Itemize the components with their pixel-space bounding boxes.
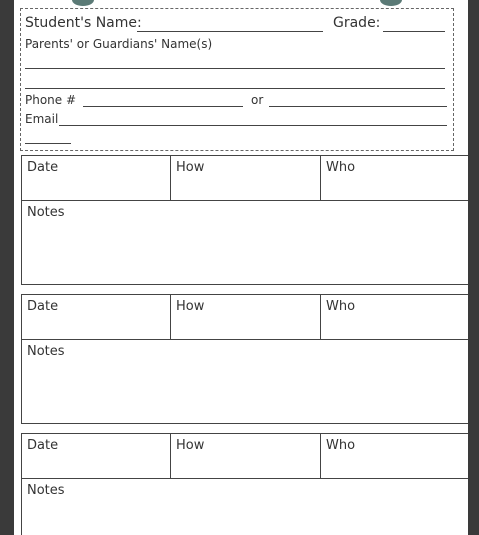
email-line[interactable] <box>59 125 447 126</box>
parents-line-1[interactable] <box>25 68 445 69</box>
notes-cell[interactable] <box>21 201 468 285</box>
who-label: Who <box>326 438 356 453</box>
parents-guardians-label: Parents' or Guardians' Name(s) <box>25 37 213 51</box>
student-info-box <box>20 8 454 151</box>
log-header-row <box>21 433 468 479</box>
phone-line[interactable] <box>83 106 243 107</box>
how-label: How <box>176 160 205 175</box>
parents-line-2[interactable] <box>25 88 445 89</box>
phone-label: Phone # <box>25 93 77 107</box>
notes-label: Notes <box>27 483 65 498</box>
how-cell[interactable] <box>170 434 321 478</box>
how-cell[interactable] <box>170 295 321 339</box>
date-label: Date <box>27 438 59 453</box>
alt-phone-line[interactable] <box>269 106 447 107</box>
notes-cell[interactable] <box>21 479 468 535</box>
contact-log-sheet <box>14 0 468 535</box>
notes-label: Notes <box>27 205 65 220</box>
log-header-row <box>21 294 468 340</box>
how-label: How <box>176 438 205 453</box>
date-cell[interactable] <box>22 295 170 339</box>
email-label: Email <box>25 112 59 126</box>
how-label: How <box>176 299 205 314</box>
who-cell[interactable] <box>320 434 468 478</box>
date-cell[interactable] <box>22 156 170 200</box>
notes-label: Notes <box>27 344 65 359</box>
who-cell[interactable] <box>320 156 468 200</box>
who-label: Who <box>326 160 356 175</box>
decorative-ornament-right <box>380 0 402 6</box>
or-label: or <box>251 93 264 107</box>
date-label: Date <box>27 299 59 314</box>
email-line-continuation[interactable] <box>25 143 71 144</box>
notes-cell[interactable] <box>21 340 468 424</box>
student-name-line[interactable] <box>137 31 323 32</box>
date-cell[interactable] <box>22 434 170 478</box>
date-label: Date <box>27 160 59 175</box>
student-name-label: Student's Name: <box>25 15 142 31</box>
log-header-row <box>21 155 468 201</box>
grade-label: Grade: <box>333 15 381 31</box>
who-label: Who <box>326 299 356 314</box>
who-cell[interactable] <box>320 295 468 339</box>
grade-line[interactable] <box>383 31 445 32</box>
how-cell[interactable] <box>170 156 321 200</box>
decorative-ornament-left <box>72 0 94 6</box>
